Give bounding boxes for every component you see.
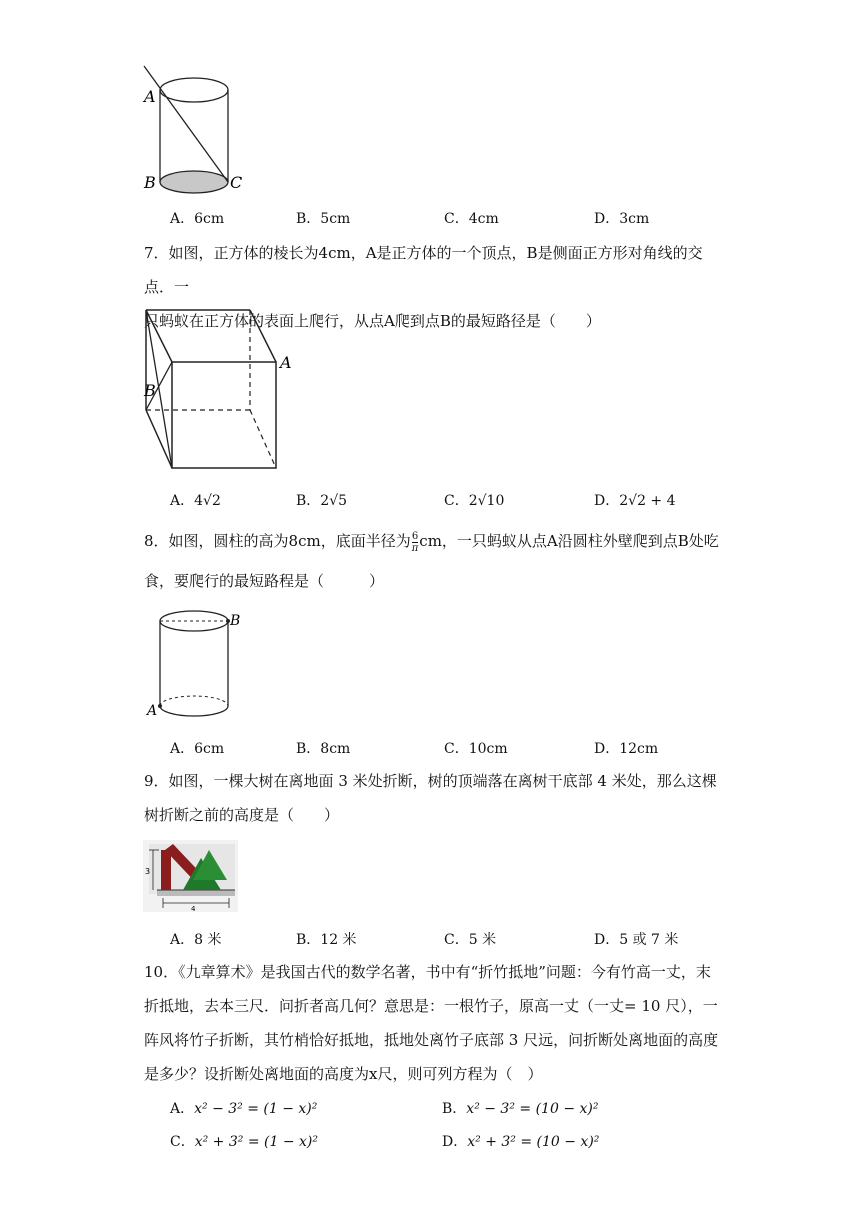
q8-option-b[interactable]: B．8cm	[296, 741, 351, 757]
q6-label-c: C	[230, 173, 243, 192]
q7-cube-figure	[140, 302, 300, 477]
q10-option-d[interactable]: D．x² + 3² = (10 − x)²	[442, 1134, 600, 1150]
q7-option-a[interactable]: A．4√2	[170, 493, 221, 509]
q6-label-b: B	[144, 173, 156, 192]
q9-option-c[interactable]: C．5 米	[444, 932, 497, 948]
q10-stem: 10．《九章算术》是我国古代的数学名著，书中有“折竹抵地”问题：今有竹高一丈，末 折抵地，去本三尺．问折者高几何？意思是：一根竹子，原高一丈（一丈= 10 尺），一 阵风将竹子折断，其竹梢恰好抵地，抵地处离竹子底部 3 尺远，问折断处离地面的高度 是多少？设折断处离地面的高度为x尺，则可列方程为（ ）	[144, 963, 719, 1083]
q8-stem: 8．如图，圆柱的高为8cm，底面半径为 $\frac{6}{\pi}$ cm，一只蚂蚁从点A沿圆柱外壁爬到点B处吃 食，要爬行的最短路程是（ ）	[144, 530, 719, 590]
q9-option-a[interactable]: A．8 米	[170, 932, 222, 948]
q7-option-d[interactable]: D．2√2 + 4	[594, 493, 676, 509]
q8-label-b: B	[230, 613, 241, 629]
q8-option-d[interactable]: D．12cm	[594, 741, 659, 757]
q10-options-row2	[170, 1131, 790, 1151]
q9-stem: 9．如图，一棵大树在离地面 3 米处折断，树的顶端落在离树干底部 4 米处，那么这棵 树折断之前的高度是（ ）	[144, 772, 717, 824]
q10-options-row1	[170, 1098, 790, 1118]
q7-label-a: A	[280, 353, 292, 372]
q7-stem: 7．如图，正方体的棱长为4cm，A是正方体的一个顶点，B是侧面正方形对角线的交点．一 只蚂蚁在正方体的表面上爬行，从点A爬到点B的最短路径是（ ）	[144, 244, 703, 330]
q6-option-d[interactable]: D．3cm	[594, 211, 650, 227]
q6-option-b[interactable]: B．5cm	[296, 211, 351, 227]
q9-options	[170, 929, 790, 949]
q10-option-a[interactable]: A．x² − 3² = (1 − x)²	[170, 1101, 318, 1117]
q9-label-width: 4	[191, 905, 196, 912]
q6-option-c[interactable]: C．4cm	[444, 211, 499, 227]
q7-options	[170, 490, 790, 510]
q7-option-b[interactable]: B．2√5	[296, 493, 348, 509]
q8-radius-fraction: $\frac{6}{\pi}$	[411, 530, 419, 554]
q6-cylinder-figure	[138, 62, 248, 197]
q8-cylinder-figure	[144, 606, 244, 721]
q8-option-c[interactable]: C．10cm	[444, 741, 508, 757]
q9-broken-tree-figure	[143, 840, 238, 912]
q6-options	[170, 208, 790, 228]
q8-label-a: A	[147, 703, 158, 719]
q9-option-d[interactable]: D．5 或 7 米	[594, 932, 679, 948]
q6-label-a: A	[144, 87, 156, 106]
q10-option-b[interactable]: B．x² − 3² = (10 − x)²	[442, 1101, 599, 1117]
q9-label-height: 3	[145, 867, 151, 876]
q10-option-c[interactable]: C．x² + 3² = (1 − x)²	[170, 1134, 318, 1150]
q7-option-c[interactable]: C．2√10	[444, 493, 505, 509]
q7-label-b: B	[144, 381, 156, 400]
q8-options	[170, 738, 790, 758]
q8-option-a[interactable]: A．6cm	[170, 741, 225, 757]
q9-option-b[interactable]: B．12 米	[296, 932, 357, 948]
q6-option-a[interactable]: A．6cm	[170, 211, 225, 227]
